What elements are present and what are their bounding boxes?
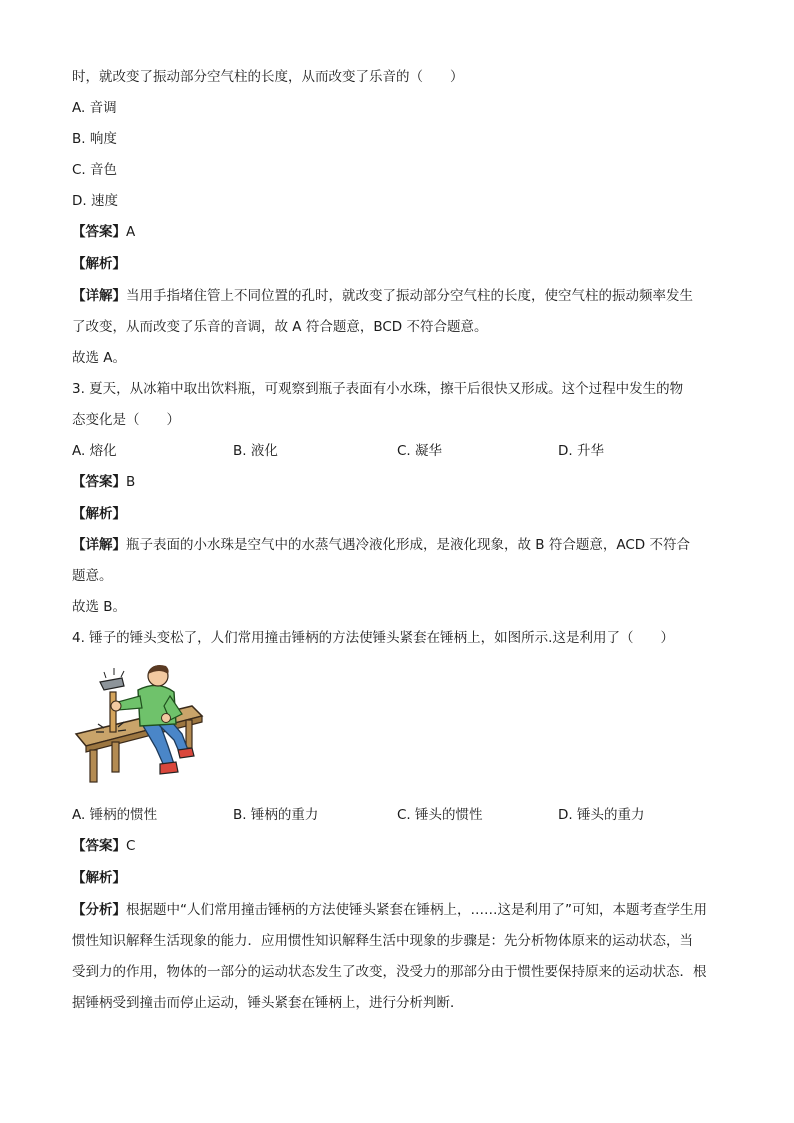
fenxi-tag: 【分析】 bbox=[72, 902, 126, 918]
q3-analysis-tag: 【解析】 bbox=[72, 506, 126, 522]
q2-analysis-tag: 【解析】 bbox=[72, 256, 126, 272]
q2-answer bbox=[72, 222, 135, 242]
hammer-illustration bbox=[74, 662, 206, 784]
detail-text: 瓶子表面的小水珠是空气中的水蒸气遇冷液化形成，是液化现象，故 B 符合题意，ACD 不符合 bbox=[126, 537, 690, 553]
fenxi-text: 根据题中“人们常用撞击锤柄的方法使锤头紧套在锤柄上，……这是利用了”可知，本题考查学生用 bbox=[126, 902, 707, 918]
q3-conclusion: 故选 B。 bbox=[72, 599, 127, 615]
q3-option-d: D. 升华 bbox=[558, 443, 604, 459]
answer-tag: 【答案】 bbox=[72, 838, 126, 854]
q4-stem: 4. 锤子的锤头变松了，人们常用撞击锤柄的方法使锤头紧套在锤柄上，如图所示.这是利用了（ ） bbox=[72, 630, 674, 646]
q4-answer bbox=[72, 836, 135, 856]
q3-stem-line2: 态变化是（ ） bbox=[72, 412, 180, 428]
q4-fenxi-line3: 受到力的作用，物体的一部分的运动状态发生了改变，没受力的那部分由于惯性要保持原来的运动状态．根 bbox=[72, 964, 707, 980]
q3-option-b: B. 液化 bbox=[233, 443, 278, 459]
q2-option-b: B. 响度 bbox=[72, 131, 117, 147]
q3-detail-line2: 题意。 bbox=[72, 568, 113, 584]
q2-option-a: A. 音调 bbox=[72, 100, 117, 116]
q4-analysis-tag: 【解析】 bbox=[72, 870, 126, 886]
detail-text: 当用手指堵住管上不同位置的孔时，就改变了振动部分空气柱的长度，使空气柱的振动频率发生 bbox=[126, 288, 693, 304]
answer-value: B bbox=[126, 474, 136, 490]
detail-tag: 【详解】 bbox=[72, 288, 126, 304]
answer-value: C bbox=[126, 838, 136, 854]
q2-detail-line1 bbox=[72, 286, 693, 306]
q4-option-a: A. 锤柄的惯性 bbox=[72, 807, 158, 823]
q4-option-b: B. 锤柄的重力 bbox=[233, 807, 319, 823]
q4-fenxi-line1 bbox=[72, 900, 707, 920]
answer-value: A bbox=[126, 224, 136, 240]
q3-option-c: C. 凝华 bbox=[397, 443, 443, 459]
q4-fenxi-line4: 据锤柄受到撞击而停止运动，锤头紧套在锤柄上，进行分析判断． bbox=[72, 995, 464, 1011]
q3-answer bbox=[72, 472, 135, 492]
q4-option-d: D. 锤头的重力 bbox=[558, 807, 645, 823]
answer-tag: 【答案】 bbox=[72, 224, 126, 240]
q3-option-a: A. 熔化 bbox=[72, 443, 117, 459]
q3-stem-line1: 3. 夏天，从冰箱中取出饮料瓶，可观察到瓶子表面有小水珠，擦干后很快又形成。这个过程中发生的物 bbox=[72, 381, 684, 397]
q2-option-c: C. 音色 bbox=[72, 162, 118, 178]
q3-detail-line1 bbox=[72, 535, 690, 555]
q4-option-c: C. 锤头的惯性 bbox=[397, 807, 483, 823]
answer-tag: 【答案】 bbox=[72, 474, 126, 490]
q2-conclusion: 故选 A。 bbox=[72, 350, 127, 366]
detail-tag: 【详解】 bbox=[72, 537, 126, 553]
q2-option-d: D. 速度 bbox=[72, 193, 118, 209]
q4-fenxi-line2: 惯性知识解释生活现象的能力．应用惯性知识解释生活中现象的步骤是：先分析物体原来的运动状态，当 bbox=[72, 933, 693, 949]
q2-stem-continuation: 时，就改变了振动部分空气柱的长度，从而改变了乐音的（ ） bbox=[72, 69, 464, 85]
q2-detail-line2: 了改变，从而改变了乐音的音调，故 A 符合题意，BCD 不符合题意。 bbox=[72, 319, 488, 335]
